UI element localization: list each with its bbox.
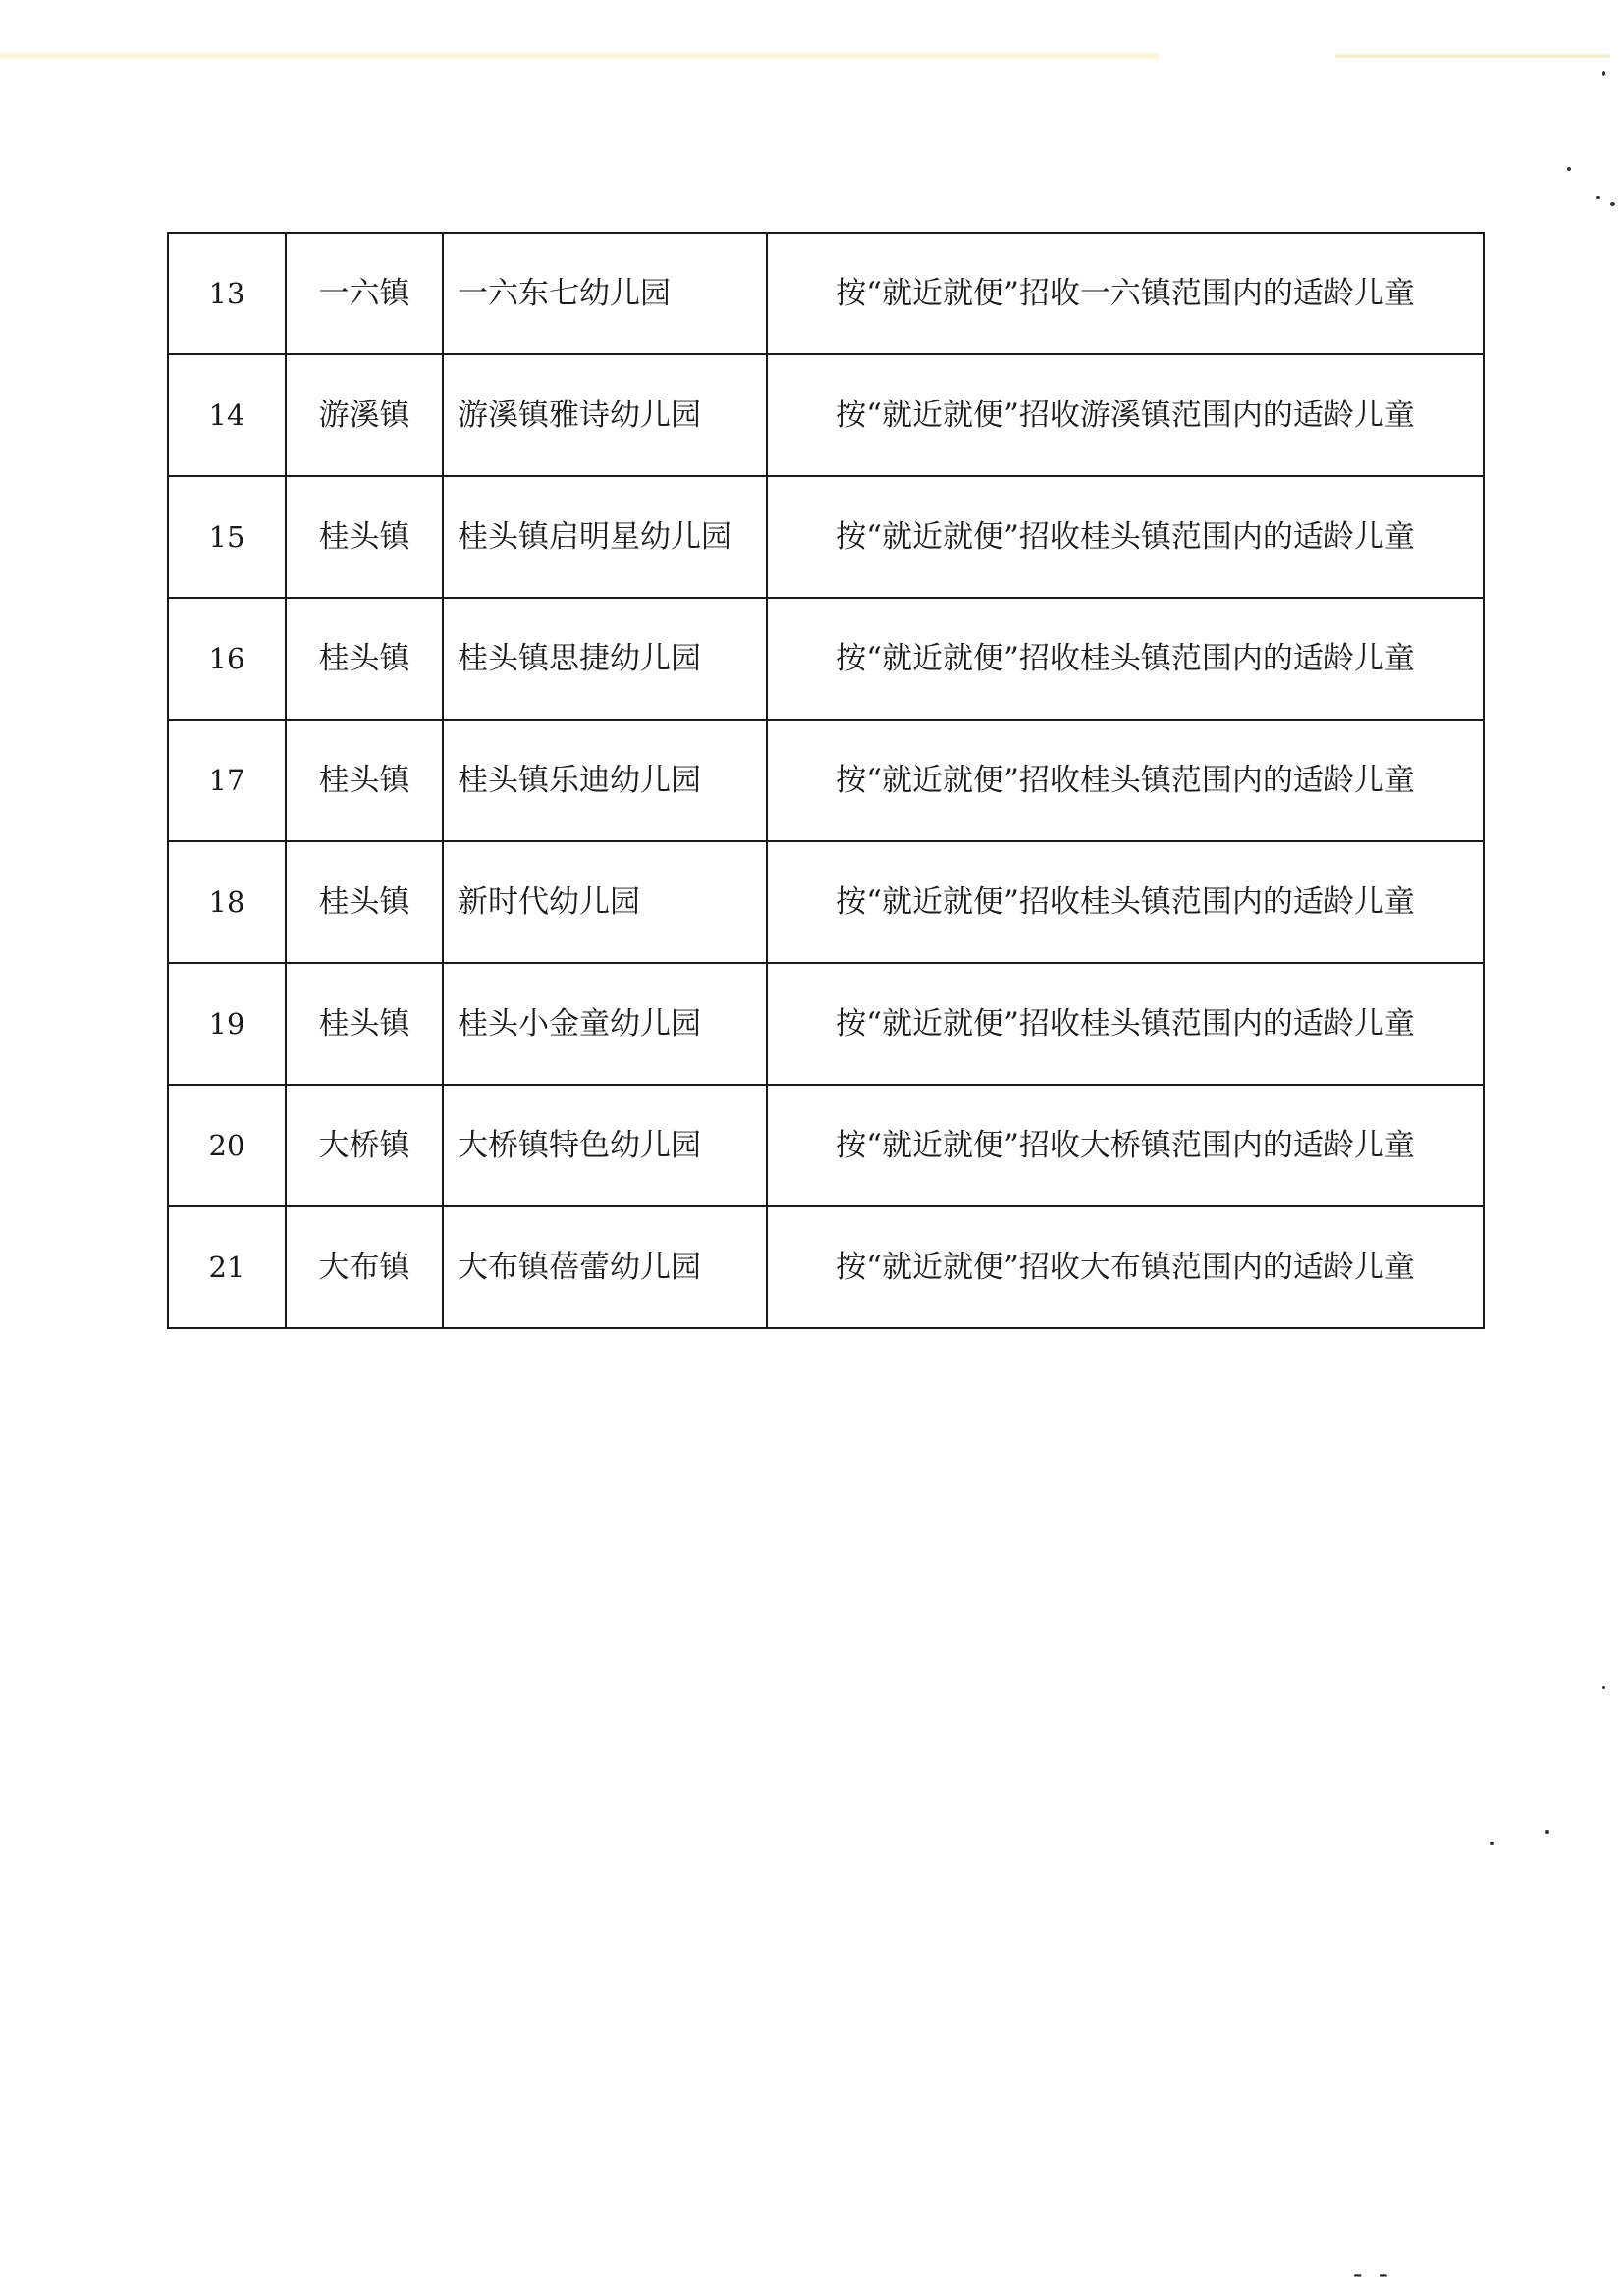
enrollment-scope-cell	[767, 354, 1484, 476]
page-number: - -	[1353, 2258, 1392, 2290]
town-text: 游溪镇	[318, 398, 410, 433]
scan-speck	[1602, 71, 1605, 76]
kindergarten-name-cell	[443, 354, 767, 476]
scan-speck	[1602, 1686, 1605, 1689]
enrollment-scope-text: 按“就近就便”招收桂头镇范围内的适龄儿童	[836, 1006, 1415, 1041]
enrollment-scope-cell	[767, 720, 1484, 841]
row-number-cell	[168, 1085, 286, 1206]
enrollment-scope-text: 按“就近就便”招收桂头镇范围内的适龄儿童	[836, 519, 1415, 555]
enrollment-scope-text: 按“就近就便”招收桂头镇范围内的适龄儿童	[836, 763, 1415, 798]
scan-edge-shadow-right	[1335, 53, 1610, 59]
scan-speck	[1596, 196, 1600, 199]
row-number-text: 15	[208, 520, 245, 554]
town-cell	[286, 1206, 443, 1328]
kindergarten-name-cell	[443, 841, 767, 963]
row-number-text: 21	[208, 1251, 245, 1284]
table-row	[168, 354, 1484, 476]
enrollment-scope-text: 按“就近就便”招收一六镇范围内的适龄儿童	[836, 276, 1415, 311]
kindergarten-name-text: 新时代幼儿园	[458, 884, 640, 920]
town-cell	[286, 233, 443, 354]
enrollment-scope-text: 按“就近就便”招收大桥镇范围内的适龄儿童	[836, 1128, 1415, 1163]
enrollment-scope-cell	[767, 476, 1484, 598]
row-number-cell	[168, 841, 286, 963]
scan-speck	[1610, 202, 1615, 206]
row-number-text: 14	[208, 399, 245, 432]
enrollment-scope-text: 按“就近就便”招收游溪镇范围内的适龄儿童	[836, 398, 1415, 433]
table-row	[168, 963, 1484, 1085]
town-cell	[286, 963, 443, 1085]
town-text: 桂头镇	[318, 763, 410, 798]
table-row	[168, 1085, 1484, 1206]
town-cell	[286, 720, 443, 841]
enrollment-scope-text: 按“就近就便”招收桂头镇范围内的适龄儿童	[836, 641, 1415, 676]
enrollment-scope-cell	[767, 1206, 1484, 1328]
scan-speck	[1490, 1842, 1494, 1845]
table-row	[168, 1206, 1484, 1328]
kindergarten-name-text: 大布镇蓓蕾幼儿园	[458, 1250, 701, 1285]
row-number-text: 13	[208, 277, 245, 310]
row-number-text: 17	[208, 764, 245, 797]
kindergarten-name-cell	[443, 1206, 767, 1328]
kindergarten-enrollment-table	[167, 232, 1485, 1329]
kindergarten-name-cell	[443, 963, 767, 1085]
table-row	[168, 720, 1484, 841]
kindergarten-name-cell	[443, 233, 767, 354]
row-number-cell	[168, 476, 286, 598]
table-body	[168, 233, 1484, 1328]
kindergarten-name-cell	[443, 1085, 767, 1206]
kindergarten-name-text: 桂头小金童幼儿园	[458, 1006, 701, 1041]
town-cell	[286, 598, 443, 720]
kindergarten-name-text: 大桥镇特色幼儿园	[458, 1128, 701, 1163]
row-number-cell	[168, 233, 286, 354]
town-text: 大布镇	[318, 1250, 410, 1285]
row-number-cell	[168, 720, 286, 841]
town-text: 桂头镇	[318, 884, 410, 920]
scan-speck	[1545, 1830, 1549, 1834]
kindergarten-name-text: 一六东七幼儿园	[458, 276, 671, 311]
town-text: 桂头镇	[318, 519, 410, 555]
enrollment-scope-cell	[767, 1085, 1484, 1206]
table-row	[168, 233, 1484, 354]
enrollment-scope-text: 按“就近就便”招收桂头镇范围内的适龄儿童	[836, 884, 1415, 920]
kindergarten-name-cell	[443, 598, 767, 720]
row-number-text: 19	[208, 1007, 245, 1041]
enrollment-scope-cell	[767, 841, 1484, 963]
town-text: 大桥镇	[318, 1128, 410, 1163]
kindergarten-name-text: 桂头镇乐迪幼儿园	[458, 763, 701, 798]
kindergarten-name-cell	[443, 720, 767, 841]
town-text: 一六镇	[318, 276, 410, 311]
kindergarten-name-text: 桂头镇思捷幼儿园	[458, 641, 701, 676]
scan-speck	[1567, 167, 1571, 171]
town-cell	[286, 1085, 443, 1206]
kindergarten-name-text: 游溪镇雅诗幼儿园	[458, 398, 701, 433]
enrollment-scope-cell	[767, 233, 1484, 354]
row-number-cell	[168, 1206, 286, 1328]
row-number-cell	[168, 963, 286, 1085]
kindergarten-name-text: 桂头镇启明星幼儿园	[458, 519, 731, 555]
row-number-cell	[168, 598, 286, 720]
table-row	[168, 598, 1484, 720]
town-text: 桂头镇	[318, 641, 410, 676]
kindergarten-name-cell	[443, 476, 767, 598]
town-cell	[286, 841, 443, 963]
row-number-text: 20	[208, 1129, 245, 1162]
row-number-text: 16	[208, 642, 245, 675]
enrollment-scope-cell	[767, 598, 1484, 720]
enrollment-scope-cell	[767, 963, 1484, 1085]
row-number-cell	[168, 354, 286, 476]
row-number-text: 18	[208, 885, 245, 919]
scan-edge-shadow	[0, 51, 1159, 61]
town-cell	[286, 354, 443, 476]
table-row	[168, 476, 1484, 598]
town-cell	[286, 476, 443, 598]
town-text: 桂头镇	[318, 1006, 410, 1041]
table-row	[168, 841, 1484, 963]
enrollment-scope-text: 按“就近就便”招收大布镇范围内的适龄儿童	[836, 1250, 1415, 1285]
